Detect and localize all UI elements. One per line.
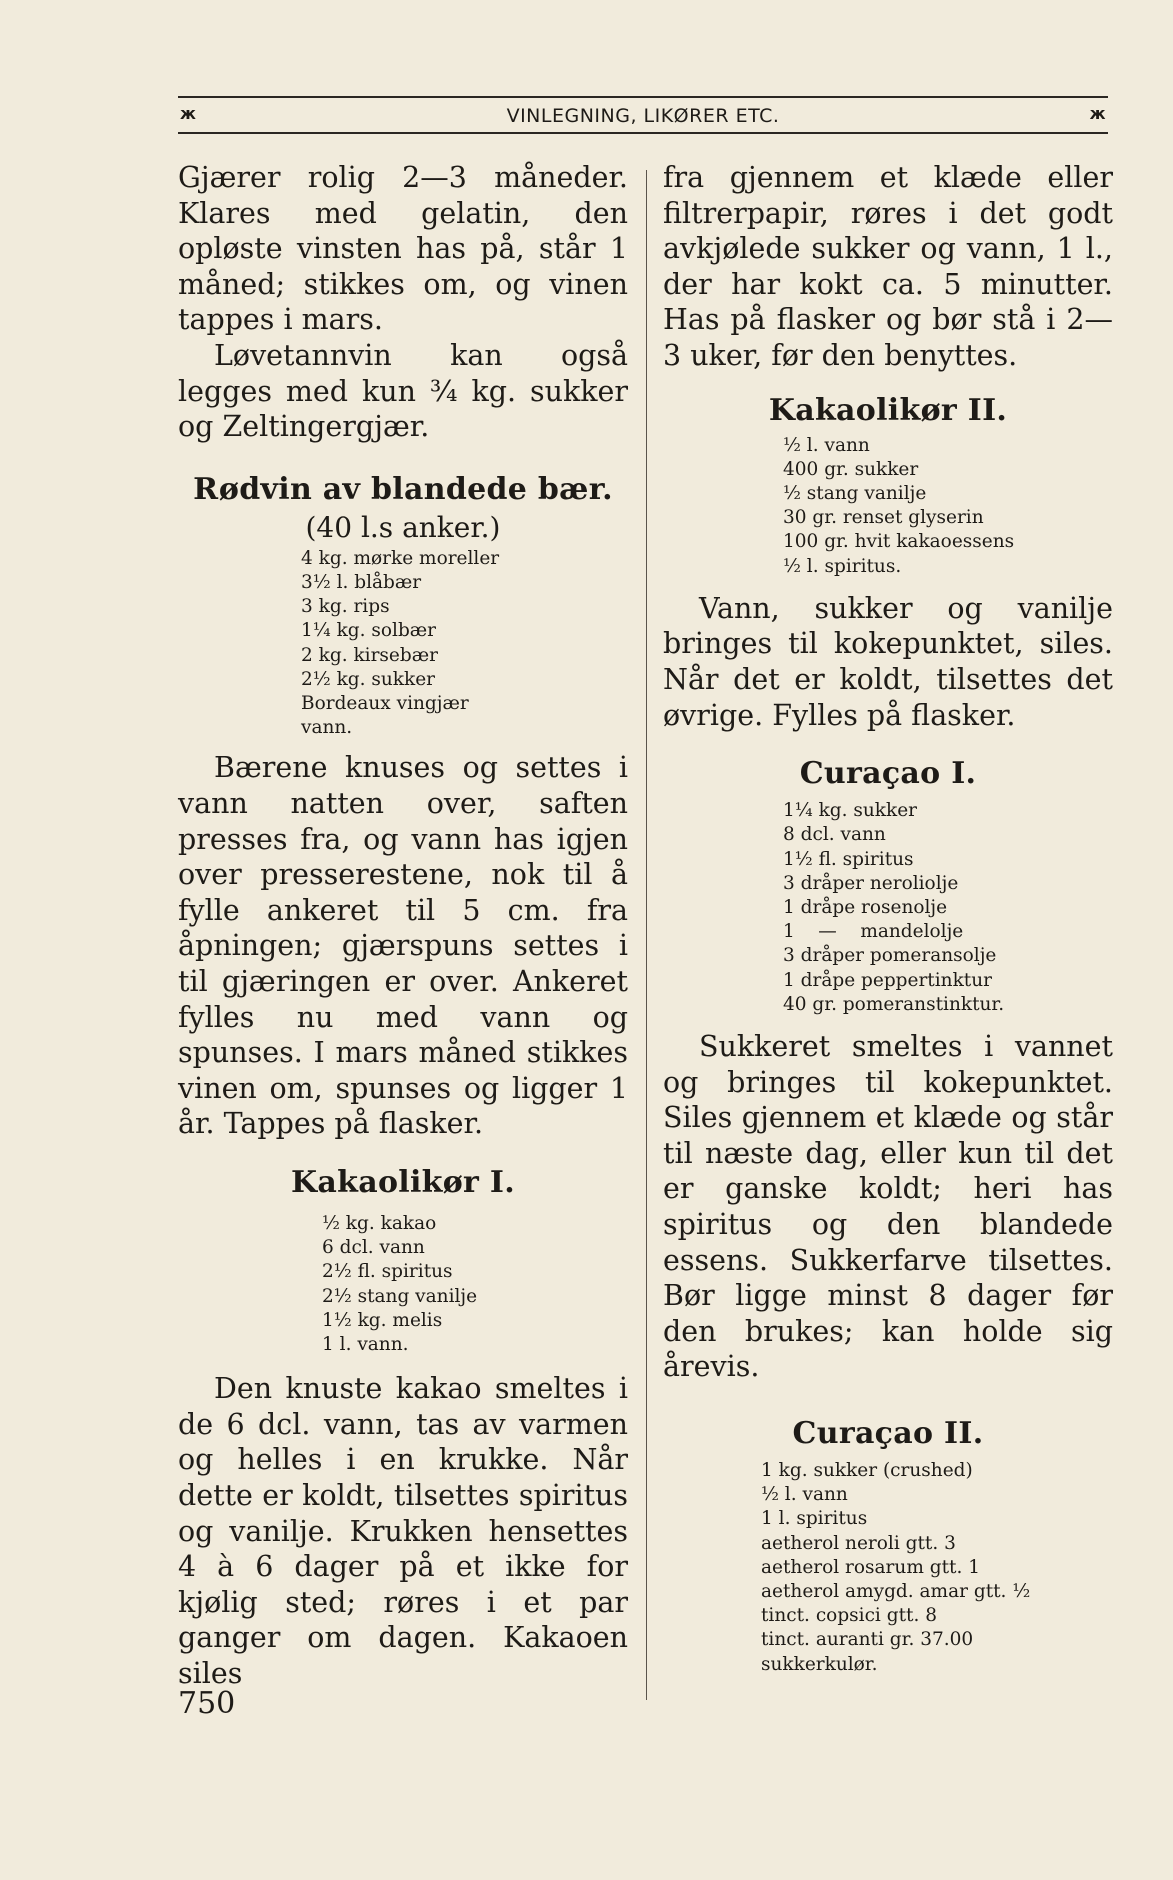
kakaolikor-2-ingredient-list xyxy=(783,434,1113,579)
ingredient-item: sukkerkulør. xyxy=(761,1653,878,1675)
ingredient-item: 3 dråper pomeransolje xyxy=(783,945,997,967)
ingredient-item: ½ l. spiritus. xyxy=(783,555,902,577)
right-column xyxy=(663,160,1113,1677)
curacao-1-ingredient-list xyxy=(783,799,1113,1017)
ingredient-item: 1½ fl. spiritus xyxy=(783,848,914,870)
ingredient-item: 1 dråpe peppertinktur xyxy=(783,969,992,991)
rodvin-subheading: (40 l.s anker.) xyxy=(305,510,501,544)
ingredient-item: 100 gr. hvit kakaoessens xyxy=(783,531,1015,553)
kakaolikor-1-ingredient-list xyxy=(322,1212,628,1357)
ingredient-item: aetherol amygd. amar gtt. ½ xyxy=(761,1580,1031,1602)
curacao-2-ingredient-list xyxy=(761,1459,1113,1677)
continued-paragraph: fra gjennem et klæde eller filtrerpapir, røres i det godt avkjølede sukker og vann, 1 l., der har kokt ca. 5 minutter. Has på flasker og bør stå i 2—3 uker, før den benyttes. xyxy=(663,161,1113,372)
ingredient-item: 1¼ kg. sukker xyxy=(783,800,918,822)
kakaolikor-2-paragraph: Vann, sukker og vanilje bringes til kokepunktet, siles. Når det er koldt, tilsettes det øvrige. Fylles på flasker. xyxy=(663,591,1113,732)
ingredient-item: vann. xyxy=(301,717,353,739)
ingredient-item: Bordeaux vingjær xyxy=(301,692,469,714)
kakaolikor-1-heading: Kakaolikør I. xyxy=(291,1164,515,1200)
ingredient-item: ½ kg. kakao xyxy=(322,1212,437,1234)
ingredient-item: tinct. auranti gr. 37.00 xyxy=(761,1629,974,1651)
ingredient-item: 1 l. vann. xyxy=(322,1333,409,1355)
header-ornament-left: ж xyxy=(180,104,197,123)
left-column xyxy=(178,160,628,1691)
curacao-2-heading: Curaçao II. xyxy=(792,1415,984,1451)
ingredient-item: 1 dråpe rosenolje xyxy=(783,896,948,918)
ingredient-item: ½ stang vanilje xyxy=(783,482,927,504)
ingredient-item: 2½ kg. sukker xyxy=(301,668,436,690)
kakaolikor-2-heading: Kakaolikør II. xyxy=(768,392,1008,428)
header-ornament-right: ж xyxy=(1089,104,1106,123)
ingredient-item: 2½ stang vanilje xyxy=(322,1285,478,1307)
ingredient-item: 400 gr. sukker xyxy=(783,458,919,480)
ingredient-item: ½ l. vann xyxy=(761,1484,848,1506)
ingredient-item: 1 kg. sukker (crushed) xyxy=(761,1459,973,1481)
ingredient-item: 1½ kg. melis xyxy=(322,1309,443,1331)
ingredient-item: 3 kg. rips xyxy=(301,596,390,618)
ingredient-item: tinct. copsici gtt. 8 xyxy=(761,1605,937,1627)
ingredient-item: 2 kg. kirsebær xyxy=(301,644,438,666)
ingredient-item: 3½ l. blåbær xyxy=(301,571,422,593)
ingredient-item: ½ l. vann xyxy=(783,434,870,456)
ingredient-item: 4 kg. mørke moreller xyxy=(301,547,500,569)
ingredient-item: aetherol rosarum gtt. 1 xyxy=(761,1556,980,1578)
ingredient-item: 8 dcl. vann xyxy=(783,824,886,846)
ingredient-item: 1 — mandelolje xyxy=(783,921,964,943)
rodvin-heading: Rødvin av blandede bær. xyxy=(193,471,613,507)
running-title: VINLEGNING, LIKØRER ETC. xyxy=(506,105,780,127)
intro-paragraph: Gjærer rolig 2—3 måneder. Klares med gelatin, den opløste vinsten has på, står 1 måned; stikkes om, og vinen tappes i mars. xyxy=(178,161,628,337)
rodvin-paragraph: Bærene knuses og settes i vann natten over, saften presses fra, og vann has igjen over presserestene, nok til å fylle ankeret til 5 cm. fra åpningen; gjærspuns settes i til gjæringen er over. Ankeret fylles nu med vann og spunses. I mars måned stikkes vinen om, spunses og ligger 1 år. Tappes på flasker. xyxy=(178,751,628,1141)
ingredient-item: aetherol neroli gtt. 3 xyxy=(761,1532,956,1554)
lovetannvin-paragraph: Løvetannvin kan også legges med kun ¾ kg. sukker og Zeltingergjær. xyxy=(178,338,628,444)
ingredient-item: 1 l. spiritus xyxy=(761,1508,868,1530)
column-divider xyxy=(646,170,647,1700)
curacao-1-heading: Curaçao I. xyxy=(799,756,977,792)
ingredient-item: 3 dråper neroliolje xyxy=(783,872,959,894)
ingredient-item: 30 gr. renset glyserin xyxy=(783,507,984,529)
kakaolikor-1-paragraph: Den knuste kakao smeltes i de 6 dcl. vann, tas av varmen og helles i en krukke. Når dette er koldt, tilsettes spiritus og vanilje. Krukken hensettes 4 à 6 dager på et ikke for kjølig sted; røres i et par ganger om dagen. Kakaoen siles xyxy=(178,1372,628,1690)
ingredient-item: 40 gr. pomeranstinktur. xyxy=(783,993,1005,1015)
running-header xyxy=(178,96,1108,134)
ingredient-item: 6 dcl. vann xyxy=(322,1237,425,1259)
rodvin-ingredient-list xyxy=(301,547,628,741)
page-number: 750 xyxy=(178,1686,236,1721)
ingredient-item: 2½ fl. spiritus xyxy=(322,1261,453,1283)
ingredient-item: 1¼ kg. solbær xyxy=(301,620,437,642)
curacao-1-paragraph: Sukkeret smeltes i vannet og bringes til kokepunktet. Siles gjennem et klæde og står til næste dag, eller kun til det er ganske koldt; heri has spiritus og den blandede essens. Sukkerfarve tilsettes. Bør ligge minst 8 dager før den brukes; kan holde sig årevis. xyxy=(663,1029,1113,1384)
